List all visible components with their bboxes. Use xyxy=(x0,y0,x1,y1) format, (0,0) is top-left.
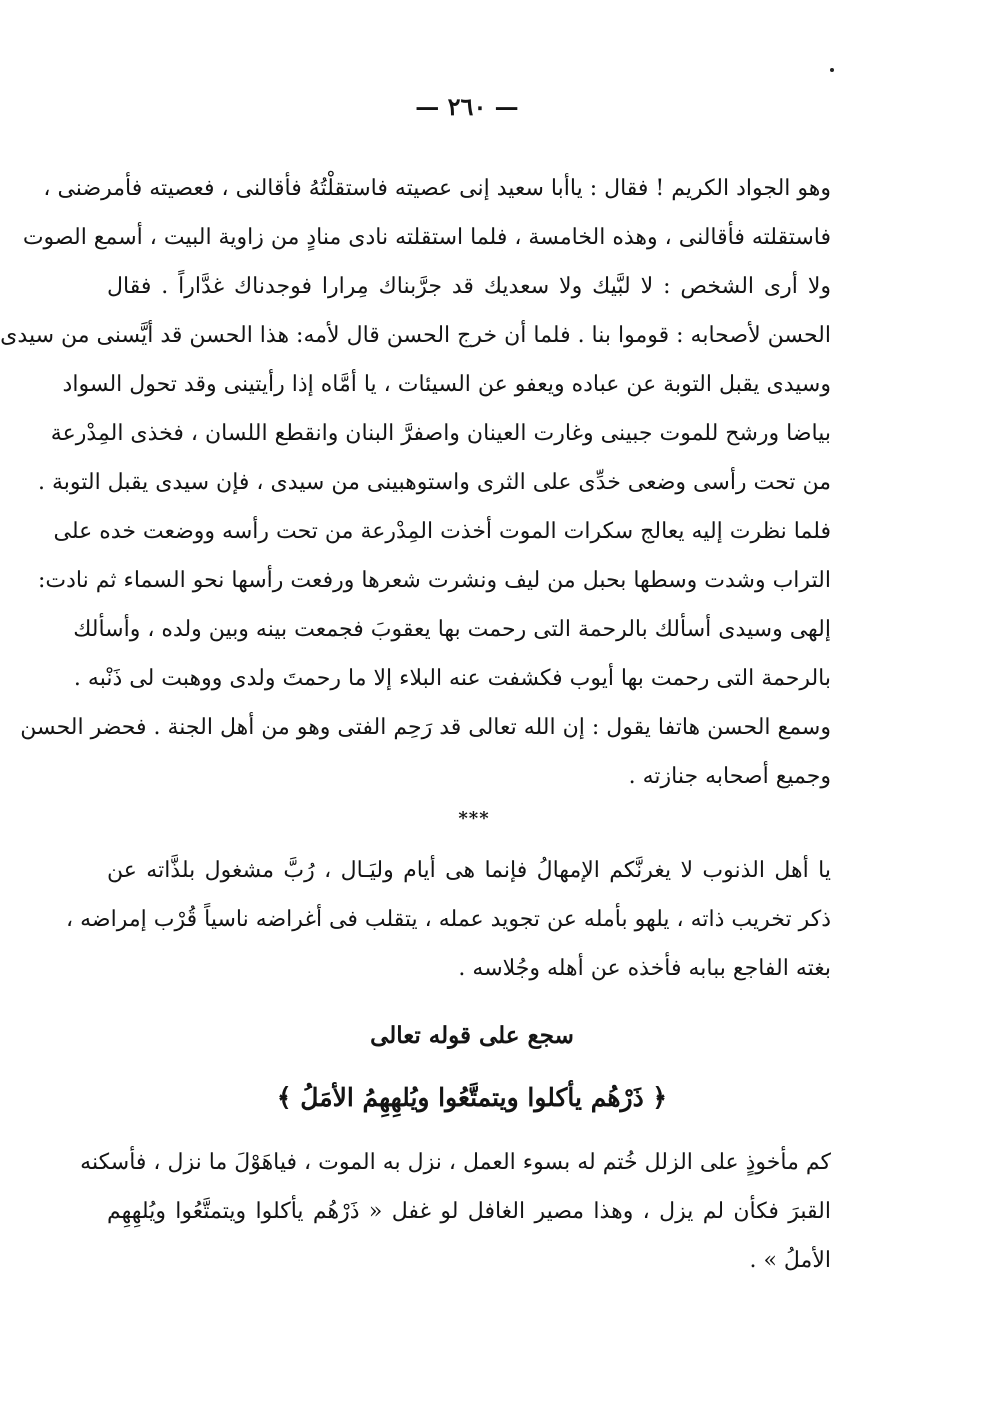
text-line: بالرحمة التى رحمت بها أيوب فكشفت عنه البلاء إلا ما رحمتَ ولدى ووهبت لى ذَنْبه . xyxy=(73,666,831,691)
text-line: كم مأخوذٍ على الزلل خُتم له بسوء العمل ، نزل به الموت ، فياهَوْلَ ما نزل ، فأسكنه xyxy=(80,1150,831,1175)
story-paragraph xyxy=(0,164,831,801)
text-line: وسيدى يقبل التوبة عن عباده ويعفو عن السيئات ، يا أمَّاه إذا رأيتينى وقد تحول السواد xyxy=(62,372,831,397)
section-separator: *** xyxy=(458,808,490,829)
text-line: الأملُ » . xyxy=(749,1248,831,1273)
text-line: القبرَ فكأن لم يزل ، وهذا مصير الغافل لو غفل « ذَرْهُم يأكلوا ويتمتَّعُوا ويُلهِهِم xyxy=(107,1199,831,1224)
text-line: فاستقلته فأقالنى ، وهذه الخامسة ، فلما استقلته نادى منادٍ من زاوية البيت ، أسمع الصوت xyxy=(22,225,831,250)
text-line: ذكر تخريب ذاته ، يلهو بأمله عن تجويد عمله ، يتقلب فى أغراضه ناسياً قُرْب إمراضه ، xyxy=(66,907,831,932)
text-line: بغته الفاجع ببابه فأخذه عن أهله وجُلاسه . xyxy=(458,956,831,981)
text-line: وهو الجواد الكريم ! فقال : ياأبا سعيد إنى عصيته فاستقلْتُهُ فأقالنى ، فعصيته فأمرضنى ، xyxy=(43,176,831,201)
section-heading: سجع على قوله تعالى xyxy=(370,1022,574,1049)
text-line: إلهى وسيدى أسألك بالرحمة التى رحمت بها يعقوبَ فجمعت بينه وبين ولده ، وأسألك xyxy=(73,617,831,642)
text-line: التراب وشدت وسطها بحبل من ليف ونشرت شعرها ورفعت رأسها نحو السماء ثم نادت: xyxy=(38,568,831,593)
quranic-verse: ﴿ ذَرْهُم يأكلوا ويتمتَّعُوا ويُلهِهِمُ الأمَلُ ﴾ xyxy=(276,1083,668,1112)
text-line: الحسن لأصحابه : قوموا بنا . فلما أن خرج الحسن قال لأمه: هذا الحسن قد أيَّسنى من سيدى xyxy=(0,323,831,348)
text-line: وسمع الحسن هاتفا يقول : إن الله تعالى قد رَحِم الفتى وهو من أهل الجنة . فحضر الحسن xyxy=(20,715,831,740)
stray-dot-mark xyxy=(830,68,834,72)
text-line: وجميع أصحابه جنازته . xyxy=(628,764,831,789)
admonition-paragraph xyxy=(66,846,831,993)
text-line: بياضا ورشح للموت جبينى وغارت العينان واصفرَّ البنان وانقطع اللسان ، فخذى المِدْرعة xyxy=(50,421,831,446)
text-line: فلما نظرت إليه يعالج سكرات الموت أخذت المِدْرعة من تحت رأسه ووضعت خده على xyxy=(53,519,831,544)
text-line: يا أهل الذنوب لا يغرنَّكم الإمهالُ فإنما هى أيام وليَـال ، رُبَّ مشغول بلذَّاته عن xyxy=(107,858,831,883)
page-number: — ٢٦٠ — xyxy=(415,92,519,121)
text-line: ولا أرى الشخص : لا لبَّيك ولا سعديك قد جرَّبناك مِرارا فوجدناك غدَّاراً . فقال xyxy=(107,274,831,299)
text-line: من تحت رأسى وضعى خدِّى على الثرى واستوهبينى من سيدى ، فإن سيدى يقبل التوبة . xyxy=(37,470,831,495)
closing-paragraph xyxy=(80,1138,831,1285)
